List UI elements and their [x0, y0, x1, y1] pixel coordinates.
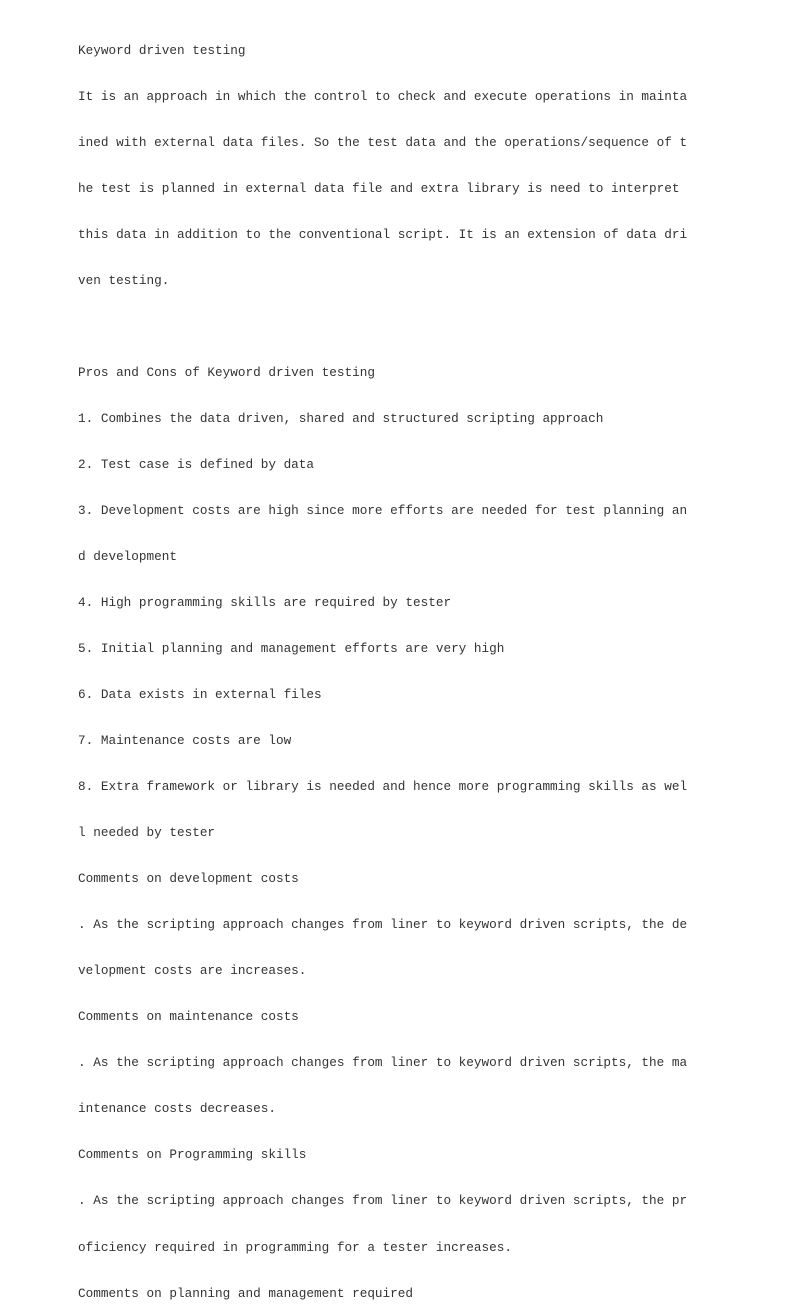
comment-heading-planning-and-management: Comments on planning and management required — [78, 1285, 414, 1301]
list-item-continuation: l needed by tester — [78, 825, 216, 841]
list-item: 4. High programming skills are required by tester — [78, 595, 452, 611]
paragraph-line: ined with external data files. So the test data and the operations/sequence of t — [78, 134, 688, 150]
comment-text: oficiency required in programming for a tester increases. — [78, 1239, 512, 1255]
paragraph-line: this data in addition to the conventional script. It is an extension of data dri — [78, 226, 688, 242]
comment-heading-maintenance-costs: Comments on maintenance costs — [78, 1009, 299, 1025]
blank-line — [78, 319, 768, 334]
comment-heading-programming-skills: Comments on Programming skills — [78, 1147, 307, 1163]
comment-text: intenance costs decreases. — [78, 1101, 276, 1117]
paragraph-line: It is an approach in which the control to check and execute operations in mainta — [78, 88, 688, 104]
list-item: 2. Test case is defined by data — [78, 456, 315, 472]
paragraph-line: he test is planned in external data file and extra library is need to interpret — [78, 180, 680, 196]
comment-text: . As the scripting approach changes from liner to keyword driven scripts, the de — [78, 917, 688, 933]
list-item: 8. Extra framework or library is needed and hence more programming skills as wel — [78, 779, 688, 795]
comment-text: velopment costs are increases. — [78, 963, 307, 979]
heading-pros-and-cons: Pros and Cons of Keyword driven testing — [78, 364, 375, 380]
heading-keyword-driven-testing: Keyword driven testing — [78, 42, 246, 58]
list-item-continuation: d development — [78, 549, 177, 565]
paragraph-line: ven testing. — [78, 272, 170, 288]
document-body — [78, 12, 768, 1316]
comment-text: . As the scripting approach changes from liner to keyword driven scripts, the ma — [78, 1055, 688, 1071]
list-item: 3. Development costs are high since more efforts are needed for test planning an — [78, 503, 688, 518]
list-item: 1. Combines the data driven, shared and structured scripting approach — [78, 410, 604, 426]
comment-heading-development-costs: Comments on development costs — [78, 871, 299, 887]
list-item: 5. Initial planning and management efforts are very high — [78, 641, 505, 657]
comment-text: . As the scripting approach changes from liner to keyword driven scripts, the pr — [78, 1193, 688, 1209]
list-item: 7. Maintenance costs are low — [78, 733, 292, 749]
list-item: 6. Data exists in external files — [78, 687, 322, 703]
